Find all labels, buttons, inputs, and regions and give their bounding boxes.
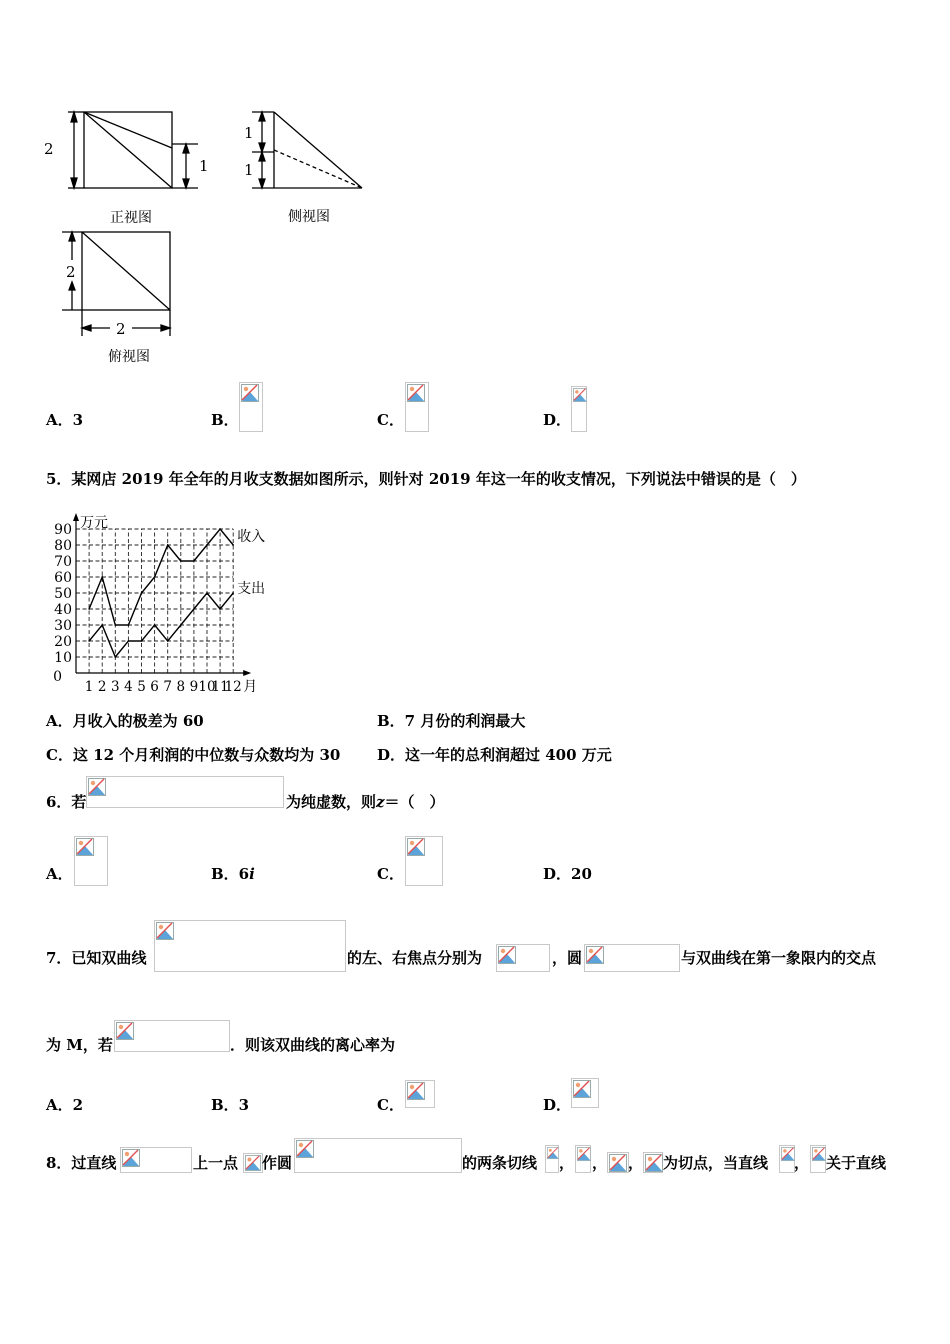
q7-circle-image xyxy=(584,944,680,972)
chart-x-ticks xyxy=(85,679,257,695)
three-view-figure xyxy=(38,100,378,375)
q6-option-c-image xyxy=(405,836,443,886)
q6-option-d: D．20 xyxy=(543,865,592,883)
top-dim-vertical: 2 xyxy=(66,263,76,281)
top-view-label: 俯视图 xyxy=(108,349,150,365)
q8-tangent-point-b-image xyxy=(643,1152,663,1173)
image-placeholder-icon xyxy=(498,946,516,964)
q8-separator: ， xyxy=(592,1154,608,1172)
x-tick-label: 5 xyxy=(137,679,146,695)
q6-expression-image xyxy=(86,776,284,808)
data-point xyxy=(115,624,117,626)
x-tick-label: 2 xyxy=(97,679,107,695)
q6-option-a-image xyxy=(74,836,108,886)
q5-option-d: D．这一年的总利润超过 400 万元 xyxy=(377,746,612,764)
image-placeholder-icon xyxy=(241,384,259,402)
q8-line-l1-image xyxy=(779,1145,795,1173)
q7-condition-image xyxy=(114,1020,230,1052)
x-tick-label: 6 xyxy=(150,679,159,695)
data-point xyxy=(154,576,156,578)
q7-stem-1: 7．已知双曲线 xyxy=(46,949,147,967)
data-point xyxy=(206,544,208,546)
q8-stem-4: 的两条切线 xyxy=(462,1154,538,1172)
y-axis-label: 万元 xyxy=(80,515,108,531)
q8-stem-2: 上一点 xyxy=(193,1154,239,1172)
x-tick-label: 10 xyxy=(198,679,216,695)
data-point xyxy=(154,624,156,626)
x-tick-label: 9 xyxy=(189,679,199,695)
data-point xyxy=(101,576,103,578)
image-placeholder-icon xyxy=(547,1147,559,1159)
q8-tangent-2-image xyxy=(575,1145,591,1173)
image-placeholder-icon xyxy=(122,1149,140,1167)
y-tick-label: 50 xyxy=(54,586,72,602)
q7-stem-4: 与双曲线在第一象限内的交点 xyxy=(681,949,877,967)
side-view xyxy=(252,112,362,188)
x-axis-arrow xyxy=(243,670,251,676)
front-dim-right: 1 xyxy=(199,157,209,175)
q7-stem-3: ，圆 xyxy=(552,949,583,967)
chart-axes xyxy=(73,513,251,676)
image-placeholder-icon xyxy=(156,922,174,940)
q4-option-a: A．3 xyxy=(46,411,84,429)
q5-stem: 5．某网店 2019 年全年的月收支数据如图所示，则针对 2019 年这一年的收支情况，下列说法中错误的是（ ） xyxy=(46,470,806,488)
data-point xyxy=(193,608,195,610)
q8-stem-3: 作圆 xyxy=(262,1154,293,1172)
q7-option-b: B．3 xyxy=(211,1096,250,1114)
data-point xyxy=(141,592,143,594)
data-point xyxy=(219,528,221,530)
image-placeholder-icon xyxy=(609,1154,627,1172)
q5-option-c: C．这 12 个月利润的中位数与众数均为 30 xyxy=(46,746,341,764)
q8-separator: ， xyxy=(559,1154,575,1172)
y-tick-label: 20 xyxy=(54,634,72,650)
data-point xyxy=(167,640,169,642)
q4-option-d: D． xyxy=(543,411,572,429)
y-tick-label: 70 xyxy=(54,554,72,570)
x-tick-label: 12 xyxy=(224,679,242,695)
top-dim-horizontal: 2 xyxy=(116,320,126,338)
image-placeholder-icon xyxy=(781,1147,795,1161)
image-placeholder-icon xyxy=(586,946,604,964)
data-point xyxy=(115,656,117,658)
data-point xyxy=(88,640,90,642)
q7-hyperbola-image xyxy=(154,920,346,972)
data-point xyxy=(128,624,130,626)
y-tick-label: 30 xyxy=(54,618,72,634)
chart-y-ticks xyxy=(53,515,108,685)
q7-option-c-image xyxy=(405,1080,435,1108)
q8-stem-1: 8．过直线 xyxy=(46,1154,117,1172)
data-point xyxy=(141,640,143,642)
q8-separator: ， xyxy=(794,1154,810,1172)
data-point xyxy=(180,560,182,562)
image-placeholder-icon xyxy=(296,1140,314,1158)
data-point xyxy=(232,592,234,594)
y-tick-label: 80 xyxy=(54,538,72,554)
q5-income-expense-chart xyxy=(40,505,300,695)
data-point xyxy=(88,608,90,610)
q7-option-d: D． xyxy=(543,1096,572,1114)
q8-line-image xyxy=(120,1147,192,1173)
x-tick-label: 4 xyxy=(124,679,133,695)
q6-stem-post: 为纯虚数，则z＝（ ） xyxy=(286,793,445,811)
q4-option-c: C． xyxy=(377,411,404,429)
q8-stem-5: 为切点，当直线 xyxy=(663,1154,769,1172)
side-view-label: 侧视图 xyxy=(288,209,330,225)
q6-option-c: C． xyxy=(377,865,404,883)
front-view xyxy=(68,112,198,188)
q7-option-a: A．2 xyxy=(46,1096,84,1114)
image-placeholder-icon xyxy=(577,1147,591,1161)
data-point xyxy=(193,560,195,562)
image-placeholder-icon xyxy=(407,384,425,402)
image-placeholder-icon xyxy=(76,838,94,856)
x-tick-label: 8 xyxy=(176,679,186,695)
image-placeholder-icon xyxy=(407,1082,425,1100)
q8-separator: ， xyxy=(628,1154,644,1172)
q4-option-d-image xyxy=(571,386,587,432)
y-tick-label: 10 xyxy=(54,650,72,666)
data-point xyxy=(206,592,208,594)
q8-tangent-point-a-image xyxy=(607,1152,629,1173)
y-tick-label: 90 xyxy=(54,522,72,538)
q7-option-d-image xyxy=(571,1078,599,1108)
image-placeholder-icon xyxy=(116,1022,134,1040)
x-tick-label: 3 xyxy=(111,679,120,695)
data-point xyxy=(232,544,234,546)
data-point xyxy=(128,640,130,642)
q7-option-c: C． xyxy=(377,1096,404,1114)
series-label: 支出 xyxy=(237,581,266,597)
data-point xyxy=(101,624,103,626)
y-tick-label: 40 xyxy=(54,602,72,618)
q8-circle-image xyxy=(294,1138,462,1173)
q4-option-c-image xyxy=(405,382,429,432)
image-placeholder-icon xyxy=(407,838,425,856)
side-dim-top: 1 xyxy=(244,124,254,142)
x-tick-label: 11 xyxy=(211,679,229,695)
q8-stem-6: 关于直线 xyxy=(826,1154,887,1172)
y-axis-arrow xyxy=(73,513,79,521)
origin-label: 0 xyxy=(53,669,62,685)
q8-point-image xyxy=(243,1153,263,1173)
q8-line-l2-image xyxy=(810,1145,826,1173)
image-placeholder-icon xyxy=(645,1154,663,1172)
front-view-label: 正视图 xyxy=(110,210,152,226)
q5-option-b: B．7 月份的利润最大 xyxy=(377,712,526,730)
q7-foci-image xyxy=(496,944,550,972)
q5-option-a: A．月收入的极差为 60 xyxy=(46,712,204,730)
data-point xyxy=(219,608,221,610)
data-point xyxy=(180,624,182,626)
x-tick-label: 1 xyxy=(84,679,94,695)
image-placeholder-icon xyxy=(573,388,587,402)
x-axis-unit: 月 xyxy=(243,679,258,695)
q7-stem-6: ．则该双曲线的离心率为 xyxy=(230,1036,396,1054)
q7-stem-2: 的左、右焦点分别为 xyxy=(347,949,483,967)
q6-option-a: A． xyxy=(46,865,73,883)
q8-tangent-1-image xyxy=(545,1145,559,1173)
q6-option-b: B．6i xyxy=(211,865,255,883)
series-label: 收入 xyxy=(237,529,266,545)
image-placeholder-icon xyxy=(245,1155,261,1171)
chart-grid xyxy=(76,529,233,673)
q6-stem-pre: 6．若 xyxy=(46,793,87,811)
y-tick-label: 60 xyxy=(54,570,72,586)
image-placeholder-icon xyxy=(88,778,106,796)
x-tick-label: 7 xyxy=(163,679,172,695)
image-placeholder-icon xyxy=(573,1080,591,1098)
front-dim-left: 2 xyxy=(44,140,54,158)
data-point xyxy=(167,544,169,546)
image-placeholder-icon xyxy=(812,1147,826,1161)
q4-option-b: B． xyxy=(211,411,239,429)
q7-stem-5: 为 M，若 xyxy=(46,1036,113,1054)
q4-option-b-image xyxy=(239,382,263,432)
q6-variable-z: z xyxy=(376,793,385,811)
side-dim-bottom: 1 xyxy=(244,161,254,179)
